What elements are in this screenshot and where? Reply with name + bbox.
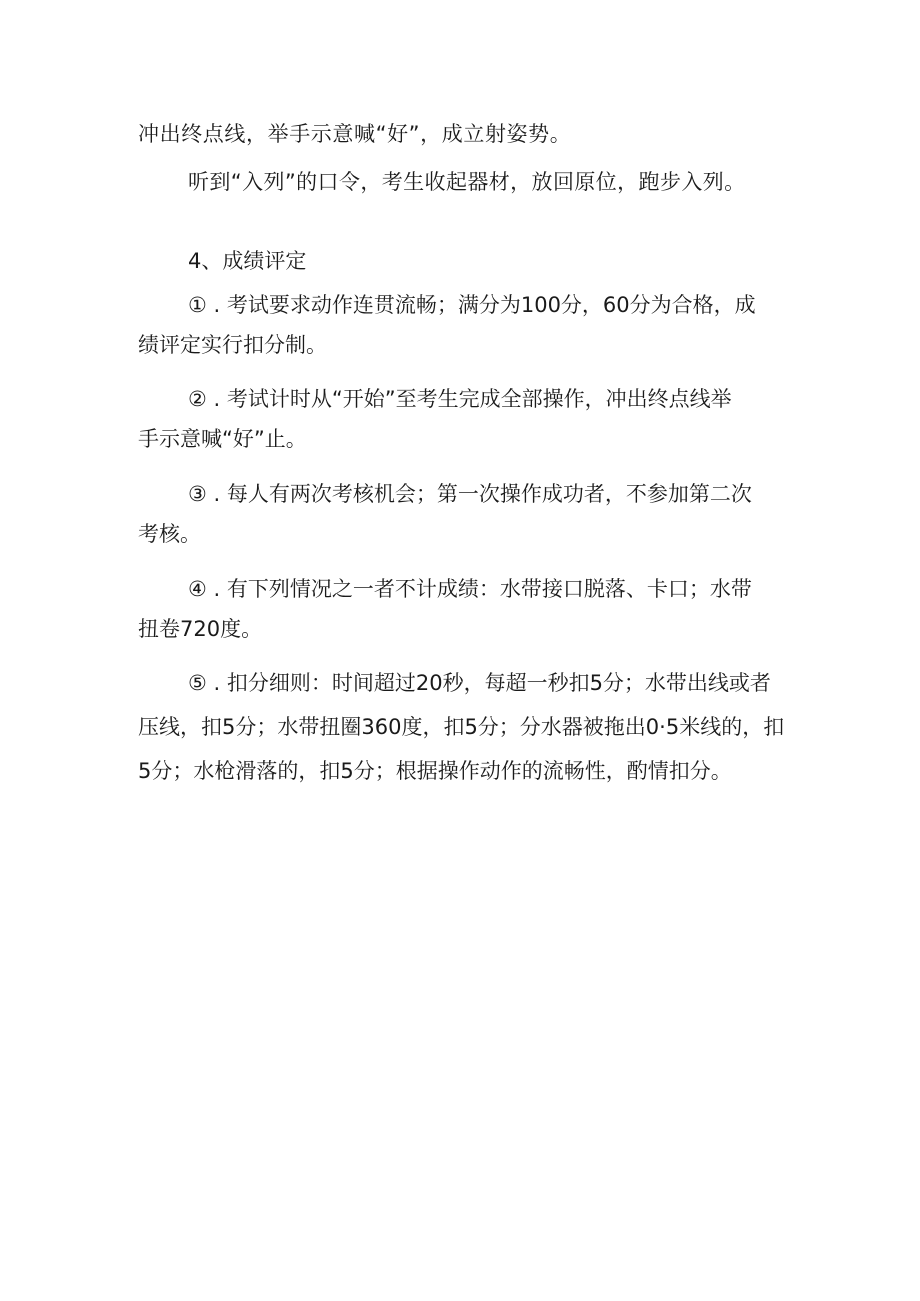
list-item-5-first-line bbox=[188, 668, 771, 698]
item-marker-3: ③ bbox=[188, 482, 207, 506]
list-item-5-third-line: 5分；水枪滑落的，扣5分；根据操作动作的流畅性，酌情扣分。 bbox=[138, 759, 732, 783]
item-text-4: . 有下列情况之一者不计成绩：水带接口脱落、卡口；水带 bbox=[206, 577, 752, 601]
list-item-3-second-line: 考核。 bbox=[138, 522, 201, 546]
item-text-5: . 扣分细则：时间超过20秒，每超一秒扣5分；水带出线或者 bbox=[206, 671, 771, 695]
continuation-line-2: 听到“入列”的口令，考生收起器材，放回原位，跑步入列。 bbox=[188, 170, 746, 194]
list-item-1-first-line bbox=[188, 290, 756, 320]
item-text-2: . 考试计时从“开始”至考生完成全部操作，冲出终点线举 bbox=[206, 387, 732, 411]
item-marker-1: ① bbox=[188, 293, 207, 317]
list-item-4-first-line bbox=[188, 574, 752, 604]
item-marker-4: ④ bbox=[188, 577, 207, 601]
item-text-3: . 每人有两次考核机会；第一次操作成功者，不参加第二次 bbox=[206, 482, 752, 506]
list-item-5-second-line: 压线，扣5分；水带扭圈360度，扣5分；分水器被拖出0·5米线的，扣 bbox=[138, 715, 785, 739]
list-item-2-first-line bbox=[188, 384, 732, 414]
item-marker-2: ② bbox=[188, 387, 207, 411]
item-text-1: . 考试要求动作连贯流畅；满分为100分，60分为合格，成 bbox=[206, 293, 756, 317]
item-marker-5: ⑤ bbox=[188, 671, 207, 695]
continuation-line-1: 冲出终点线，举手示意喊“好”，成立射姿势。 bbox=[138, 122, 572, 146]
list-item-2-second-line: 手示意喊“好”止。 bbox=[138, 427, 307, 451]
section-heading: 4、成绩评定 bbox=[188, 249, 307, 273]
list-item-4-second-line: 扭卷720度。 bbox=[138, 617, 263, 641]
list-item-3-first-line bbox=[188, 479, 752, 509]
list-item-1-second-line: 绩评定实行扣分制。 bbox=[138, 333, 327, 357]
